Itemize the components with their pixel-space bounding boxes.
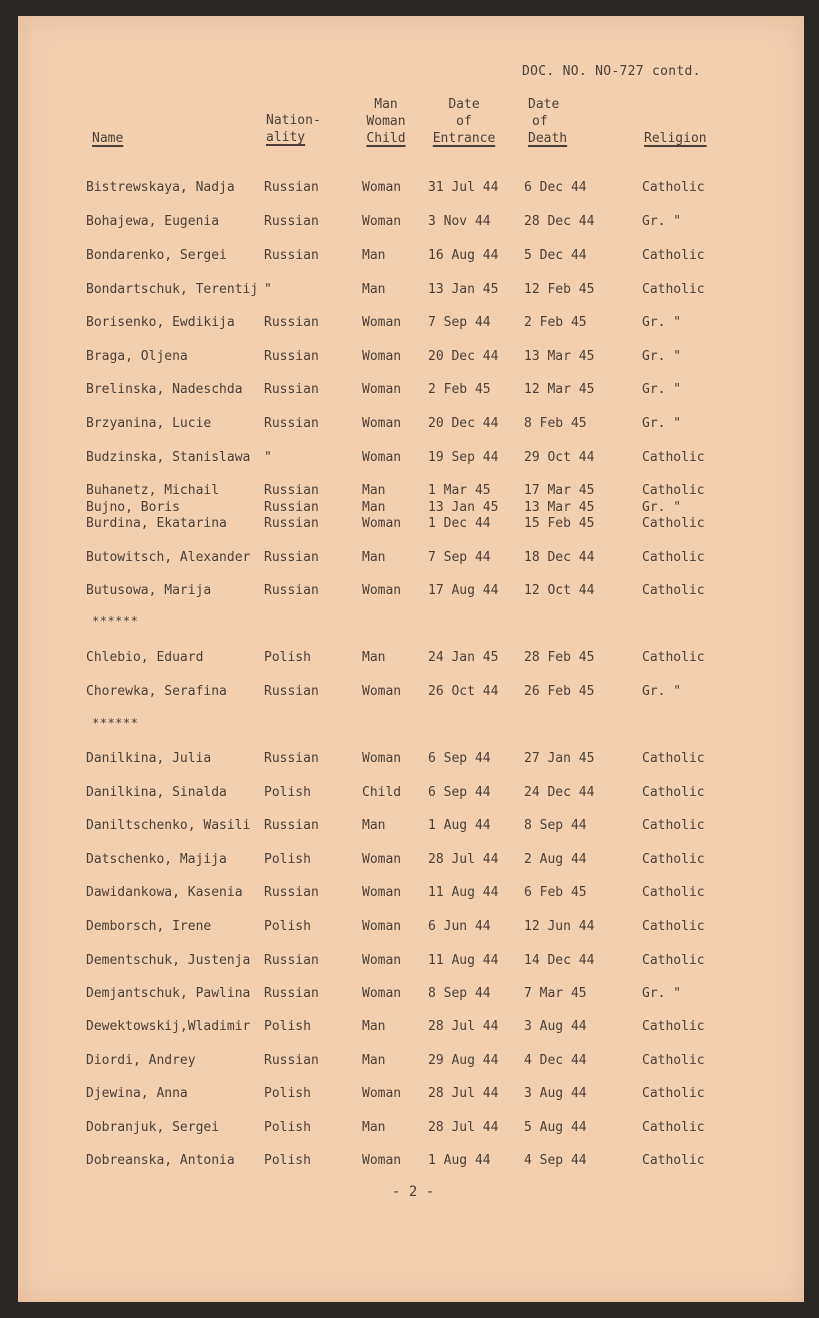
header-nationality-line1: Nation- [266,113,321,128]
table-row [18,382,804,400]
cell-name: Brzyanina, Lucie [86,416,212,431]
cell-entrance: 11 Aug 44 [428,885,499,900]
cell-religion: Gr. " [642,500,682,515]
cell-name: Demjantschuk, Pawlina [86,986,251,1001]
header-entrance-line3: Entrance [432,131,496,146]
cell-entrance: 1 Dec 44 [428,516,491,531]
cell-religion: Gr. " [642,986,682,1001]
cell-death: 15 Feb 45 [524,516,595,531]
cell-sex: Woman [362,516,402,531]
cell-death: 6 Feb 45 [524,885,587,900]
cell-death: 27 Jan 45 [524,751,595,766]
cell-religion: Catholic [642,751,705,766]
cell-entrance: 7 Sep 44 [428,315,491,330]
table-row [18,684,804,702]
cell-name: Budzinska, Stanislawa [86,450,251,465]
header-death [528,96,578,147]
cell-sex: Man [362,282,386,297]
cell-death: 2 Feb 45 [524,315,587,330]
cell-name: Dobreanska, Antonia [86,1153,235,1168]
cell-name: Brelinska, Nadeschda [86,382,243,397]
cell-nationality: " [264,450,272,465]
cell-entrance: 6 Jun 44 [428,919,491,934]
cell-death: 24 Dec 44 [524,785,595,800]
cell-nationality: Russian [264,550,319,565]
cell-religion: Catholic [642,785,705,800]
header-name-label: Name [92,131,124,146]
table-row [18,885,804,903]
cell-sex: Man [362,483,386,498]
cell-religion: Catholic [642,650,705,665]
cell-name: Bondartschuk, Terentij [86,282,259,297]
cell-nationality: Russian [264,986,319,1001]
cell-sex: Woman [362,885,402,900]
cell-nationality: Russian [264,180,319,195]
cell-death: 2 Aug 44 [524,852,587,867]
header-sex-line3: Child [366,131,406,146]
cell-entrance: 7 Sep 44 [428,550,491,565]
cell-death: 5 Aug 44 [524,1120,587,1135]
cell-nationality: Polish [264,1086,311,1101]
cell-sex: Man [362,1053,386,1068]
cell-name: Danilkina, Julia [86,751,212,766]
cell-sex: Woman [362,1153,402,1168]
table-row [18,450,804,468]
cell-religion: Catholic [642,852,705,867]
cell-name: Chorewka, Serafina [86,684,227,699]
table-row [18,650,804,668]
cell-nationality: Russian [264,953,319,968]
cell-entrance: 24 Jan 45 [428,650,499,665]
table-row [18,214,804,232]
cell-name: Demborsch, Irene [86,919,212,934]
header-religion [644,130,707,147]
cell-religion: Catholic [642,818,705,833]
cell-religion: Catholic [642,450,705,465]
header-death-line2: of [532,114,548,129]
cell-nationality: Polish [264,852,311,867]
section-separator: ****** [92,614,139,628]
cell-entrance: 8 Sep 44 [428,986,491,1001]
cell-death: 4 Sep 44 [524,1153,587,1168]
cell-sex: Man [362,650,386,665]
cell-nationality: Russian [264,583,319,598]
document-number: DOC. NO. NO-727 contd. [522,64,701,79]
cell-entrance: 16 Aug 44 [428,248,499,263]
cell-nationality: Russian [264,684,319,699]
table-row [18,1086,804,1104]
table-row [18,180,804,198]
cell-name: Daniltschenko, Wasili [86,818,251,833]
cell-religion: Catholic [642,1153,705,1168]
cell-entrance: 29 Aug 44 [428,1053,499,1068]
cell-religion: Catholic [642,282,705,297]
cell-sex: Woman [362,180,402,195]
cell-nationality: Russian [264,885,319,900]
cell-religion: Catholic [642,248,705,263]
cell-death: 8 Feb 45 [524,416,587,431]
cell-name: Buhanetz, Michail [86,483,220,498]
cell-sex: Woman [362,953,402,968]
cell-name: Danilkina, Sinalda [86,785,227,800]
table-row [18,583,804,601]
table-row [18,483,804,501]
cell-sex: Woman [362,382,402,397]
cell-religion: Gr. " [642,684,682,699]
table-row [18,953,804,971]
table-row [18,1053,804,1071]
table-row [18,416,804,434]
cell-entrance: 28 Jul 44 [428,1019,499,1034]
cell-death: 4 Dec 44 [524,1053,587,1068]
cell-religion: Catholic [642,919,705,934]
table-row [18,986,804,1004]
cell-name: Bondarenko, Sergei [86,248,227,263]
cell-name: Bohajewa, Eugenia [86,214,220,229]
cell-name: Borisenko, Ewdikija [86,315,235,330]
cell-entrance: 28 Jul 44 [428,852,499,867]
cell-death: 17 Mar 45 [524,483,595,498]
table-row [18,751,804,769]
cell-name: Chlebio, Eduard [86,650,204,665]
cell-religion: Gr. " [642,214,682,229]
table-row [18,1120,804,1138]
cell-death: 14 Dec 44 [524,953,595,968]
cell-entrance: 20 Dec 44 [428,416,499,431]
cell-sex: Woman [362,214,402,229]
header-entrance-line1: Date [448,97,480,112]
cell-religion: Catholic [642,1019,705,1034]
header-religion-label: Religion [644,131,707,146]
page-number: - 2 - [392,1184,435,1200]
cell-nationality: Russian [264,500,319,515]
cell-entrance: 28 Jul 44 [428,1086,499,1101]
cell-nationality: Russian [264,1053,319,1068]
cell-nationality: Russian [264,483,319,498]
cell-name: Datschenko, Majija [86,852,227,867]
table-row [18,248,804,266]
cell-nationality: " [264,282,272,297]
cell-sex: Woman [362,919,402,934]
cell-entrance: 3 Nov 44 [428,214,491,229]
table-row [18,818,804,836]
header-nationality-line2: ality [266,130,306,145]
header-entrance-line2: of [456,114,472,129]
cell-entrance: 1 Aug 44 [428,818,491,833]
cell-religion: Catholic [642,516,705,531]
cell-religion: Gr. " [642,416,682,431]
cell-entrance: 1 Aug 44 [428,1153,491,1168]
cell-nationality: Polish [264,650,311,665]
cell-religion: Catholic [642,180,705,195]
cell-religion: Catholic [642,885,705,900]
cell-name: Butowitsch, Alexander [86,550,251,565]
cell-entrance: 6 Sep 44 [428,785,491,800]
cell-nationality: Russian [264,214,319,229]
cell-entrance: 20 Dec 44 [428,349,499,364]
cell-religion: Gr. " [642,382,682,397]
cell-religion: Catholic [642,483,705,498]
cell-death: 12 Feb 45 [524,282,595,297]
cell-death: 29 Oct 44 [524,450,595,465]
cell-nationality: Polish [264,785,311,800]
cell-entrance: 26 Oct 44 [428,684,499,699]
cell-death: 13 Mar 45 [524,349,595,364]
cell-death: 3 Aug 44 [524,1019,587,1034]
cell-entrance: 28 Jul 44 [428,1120,499,1135]
cell-death: 5 Dec 44 [524,248,587,263]
cell-sex: Child [362,785,402,800]
cell-entrance: 11 Aug 44 [428,953,499,968]
cell-nationality: Polish [264,1019,311,1034]
cell-religion: Catholic [642,1120,705,1135]
cell-sex: Woman [362,684,402,699]
cell-name: Dawidankowa, Kasenia [86,885,243,900]
cell-religion: Gr. " [642,349,682,364]
cell-religion: Catholic [642,583,705,598]
cell-nationality: Russian [264,516,319,531]
document-page [18,16,804,1302]
cell-death: 13 Mar 45 [524,500,595,515]
header-sex [364,96,408,147]
cell-name: Dewektowskij,Wladimir [86,1019,251,1034]
cell-nationality: Russian [264,248,319,263]
header-sex-line1: Man [374,97,398,112]
table-row [18,550,804,568]
cell-nationality: Russian [264,349,319,364]
cell-nationality: Polish [264,1153,311,1168]
cell-death: 3 Aug 44 [524,1086,587,1101]
cell-entrance: 31 Jul 44 [428,180,499,195]
cell-entrance: 13 Jan 45 [428,500,499,515]
cell-name: Bujno, Boris [86,500,180,515]
cell-nationality: Polish [264,919,311,934]
cell-nationality: Russian [264,818,319,833]
cell-religion: Catholic [642,953,705,968]
header-entrance [430,96,498,147]
table-row [18,1019,804,1037]
table-row [18,349,804,367]
cell-name: Dementschuk, Justenja [86,953,251,968]
cell-sex: Man [362,248,386,263]
table-row [18,785,804,803]
cell-death: 6 Dec 44 [524,180,587,195]
cell-name: Burdina, Ekatarina [86,516,227,531]
header-sex-line2: Woman [366,114,406,129]
cell-sex: Woman [362,751,402,766]
cell-religion: Catholic [642,1086,705,1101]
cell-nationality: Russian [264,382,319,397]
section-separator: ****** [92,716,139,730]
cell-name: Djewina, Anna [86,1086,188,1101]
cell-death: 28 Feb 45 [524,650,595,665]
cell-sex: Woman [362,1086,402,1101]
header-name [92,130,123,147]
cell-name: Bistrewskaya, Nadja [86,180,235,195]
cell-religion: Catholic [642,550,705,565]
cell-death: 28 Dec 44 [524,214,595,229]
cell-religion: Gr. " [642,315,682,330]
table-row [18,919,804,937]
cell-sex: Man [362,818,386,833]
table-row [18,1153,804,1171]
cell-death: 12 Mar 45 [524,382,595,397]
cell-name: Butusowa, Marija [86,583,212,598]
cell-sex: Man [362,500,386,515]
cell-entrance: 2 Feb 45 [428,382,491,397]
cell-sex: Woman [362,416,402,431]
cell-death: 8 Sep 44 [524,818,587,833]
cell-name: Dobranjuk, Sergei [86,1120,220,1135]
table-row [18,516,804,534]
cell-sex: Woman [362,349,402,364]
cell-name: Braga, Oljena [86,349,188,364]
cell-death: 26 Feb 45 [524,684,595,699]
table-row [18,315,804,333]
cell-nationality: Russian [264,751,319,766]
cell-sex: Woman [362,450,402,465]
cell-sex: Woman [362,583,402,598]
cell-nationality: Polish [264,1120,311,1135]
cell-entrance: 1 Mar 45 [428,483,491,498]
cell-religion: Catholic [642,1053,705,1068]
cell-death: 12 Jun 44 [524,919,595,934]
cell-entrance: 17 Aug 44 [428,583,499,598]
cell-death: 18 Dec 44 [524,550,595,565]
cell-entrance: 19 Sep 44 [428,450,499,465]
cell-sex: Woman [362,315,402,330]
cell-entrance: 6 Sep 44 [428,751,491,766]
cell-sex: Woman [362,852,402,867]
cell-nationality: Russian [264,416,319,431]
header-death-line3: Death [528,131,568,146]
table-row [18,852,804,870]
header-nationality [266,112,321,146]
cell-death: 7 Mar 45 [524,986,587,1001]
cell-sex: Man [362,1019,386,1034]
cell-sex: Man [362,550,386,565]
cell-death: 12 Oct 44 [524,583,595,598]
table-row [18,282,804,300]
header-death-line1: Date [528,97,560,112]
cell-sex: Man [362,1120,386,1135]
cell-sex: Woman [362,986,402,1001]
cell-nationality: Russian [264,315,319,330]
cell-entrance: 13 Jan 45 [428,282,499,297]
cell-name: Diordi, Andrey [86,1053,196,1068]
